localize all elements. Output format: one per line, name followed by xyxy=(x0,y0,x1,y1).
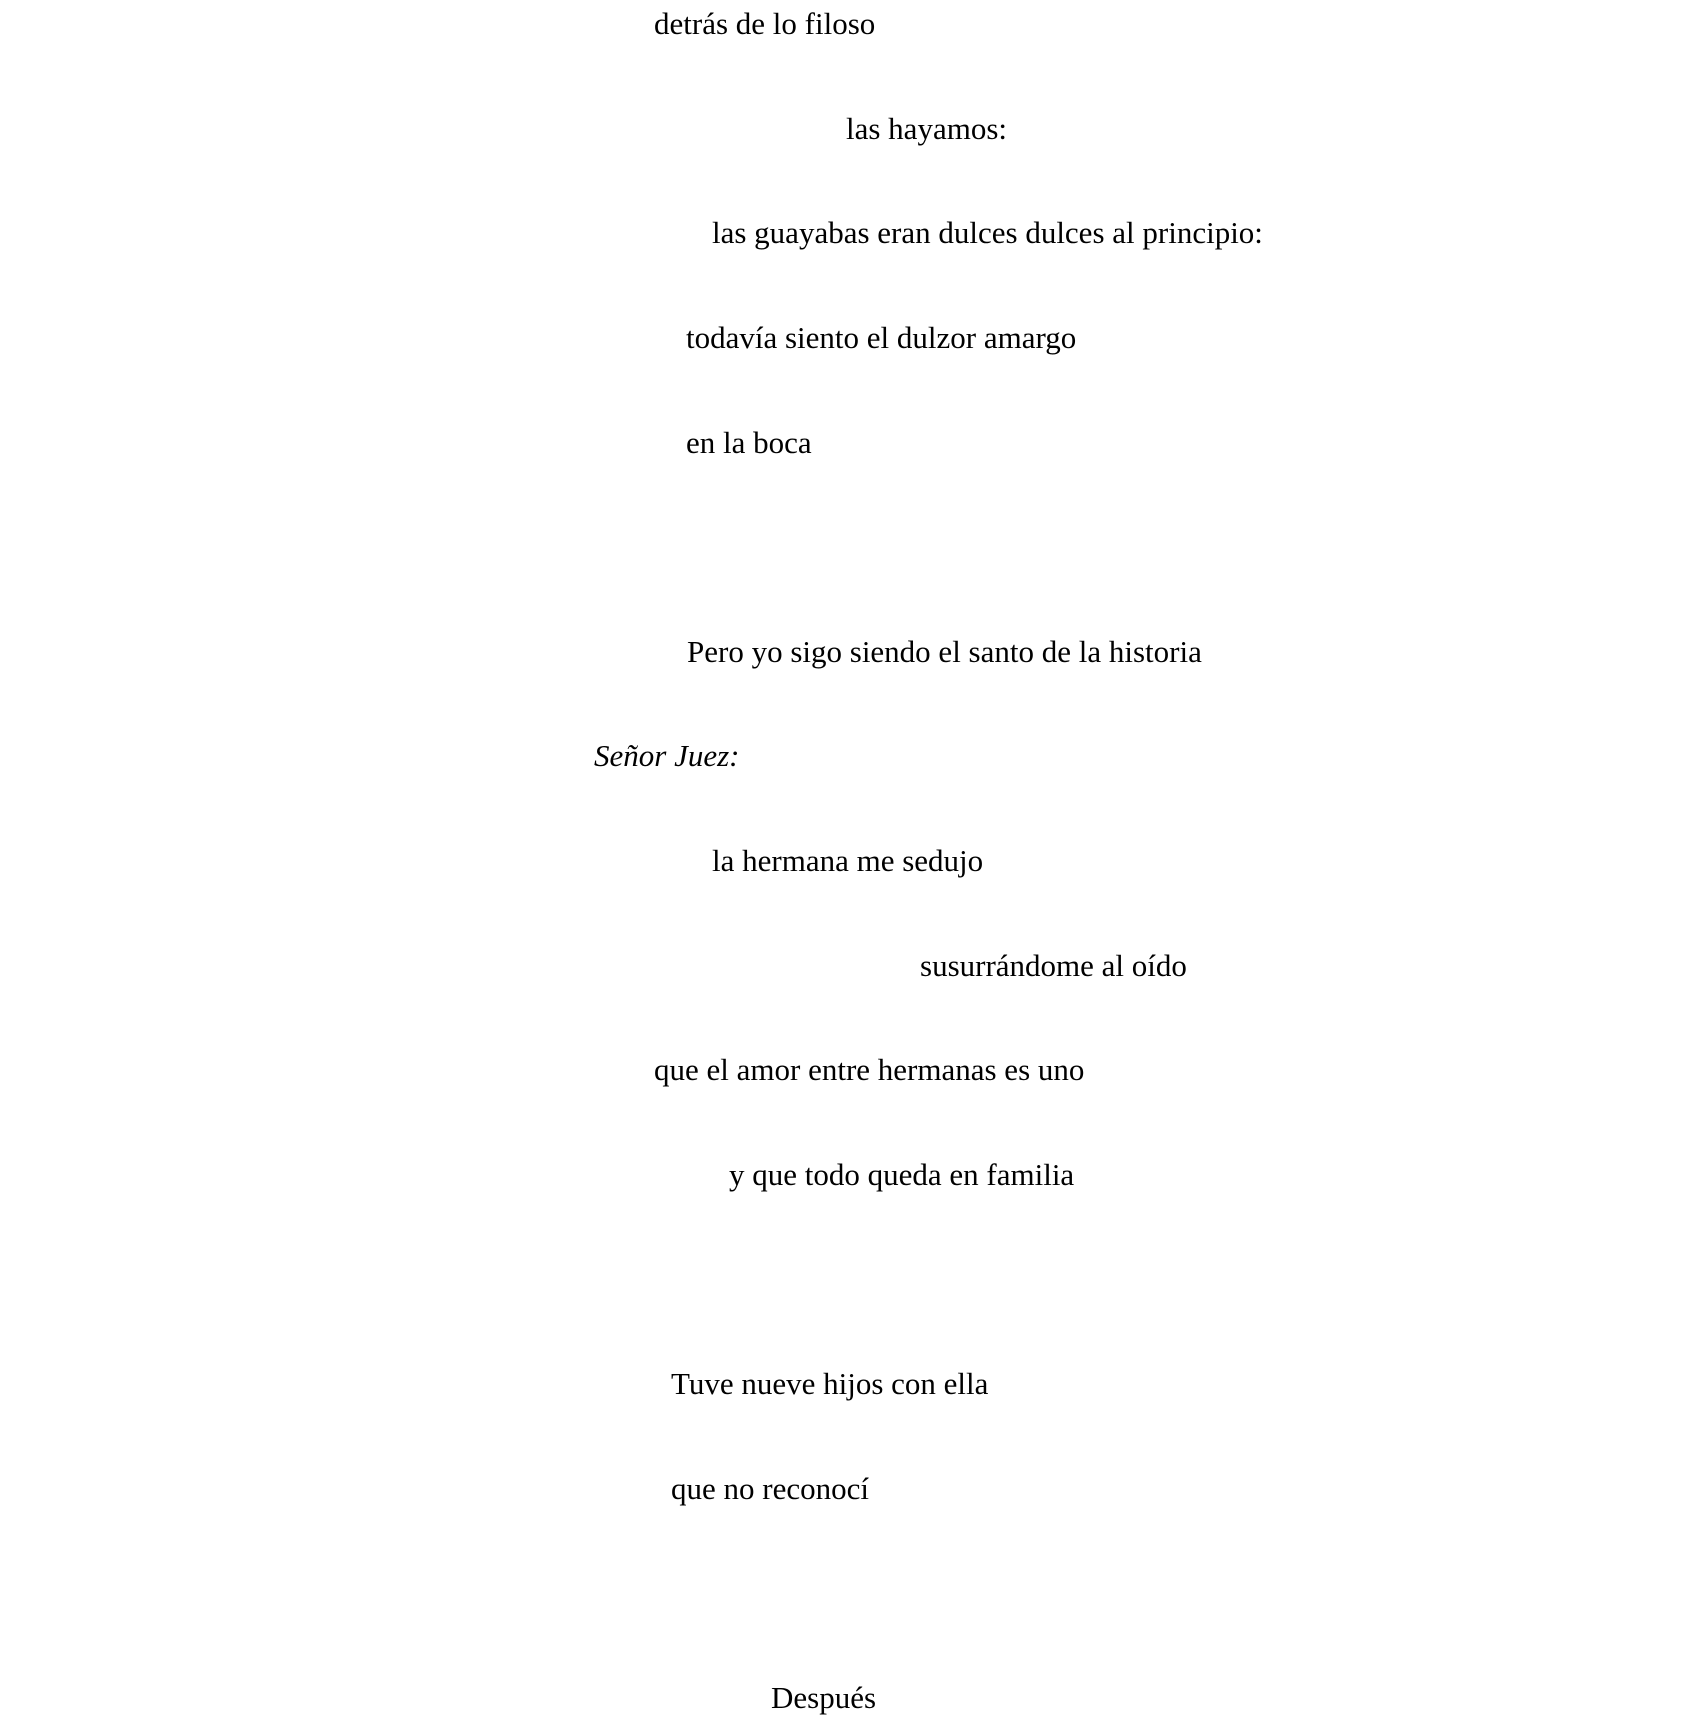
poem-line: susurrándome al oído xyxy=(920,948,1187,983)
poem-line-address: Señor Juez: xyxy=(594,738,740,773)
poem-line: y que todo queda en familia xyxy=(729,1157,1075,1192)
poem-line: que no reconocí xyxy=(671,1471,869,1506)
poem-line: que el amor entre hermanas es uno xyxy=(654,1052,1085,1087)
poem-line: todavía siento el dulzor amargo xyxy=(686,320,1077,355)
poem-line: Pero yo sigo siendo el santo de la historia xyxy=(687,634,1202,669)
poem-line: Tuve nueve hijos con ella xyxy=(671,1366,989,1401)
poem-line: las hayamos: xyxy=(846,111,1007,146)
poem-line: las guayabas eran dulces dulces al principio: xyxy=(712,215,1263,250)
poem-line: la hermana me sedujo xyxy=(712,843,984,878)
poem-line: detrás de lo filoso xyxy=(654,6,876,41)
poem-line: en la boca xyxy=(686,425,812,460)
poem-line: Después xyxy=(771,1680,877,1715)
